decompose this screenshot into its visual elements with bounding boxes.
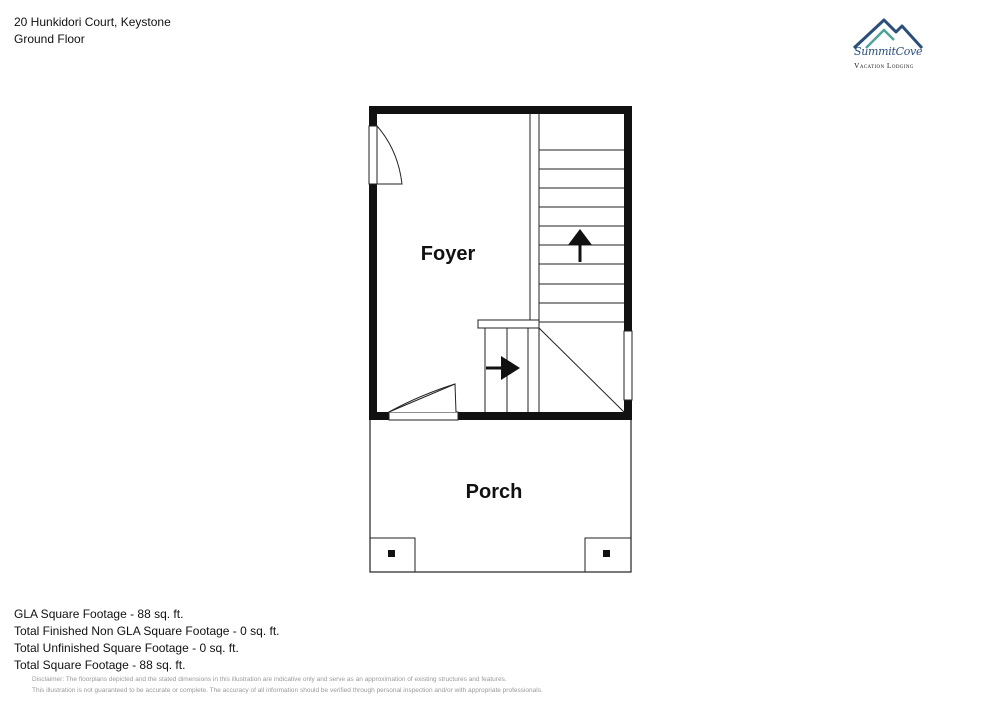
footage-summary [14,606,279,674]
foyer-walls [369,106,632,420]
floor-name: Ground Floor [14,32,85,46]
front-door-swing [389,384,456,412]
right-window [624,331,632,400]
logo-brand: SummitCove [854,45,923,58]
disclaimer-line-2: This illustration is not guaranteed to be accurate or complete. The accuracy of all information should be verified through personal inspection and/or with appropriate professionals. [32,687,543,694]
landing-arrow-icon [486,356,520,380]
disclaimer [32,674,543,696]
post-marker-right [603,550,610,557]
unfinished-footage: Total Unfinished Square Footage - 0 sq. ft. [14,641,239,655]
disclaimer-line-1: Disclaimer: The floorplans depicted and the stated dimensions in this illustration are indicative only and serve as an approximation of existing structures and features. [32,676,507,683]
side-door-swing [377,126,402,184]
room-label-porch: Porch [465,481,523,503]
logo-tagline: Vacation Lodging [854,61,914,70]
finished-non-gla-footage: Total Finished Non GLA Square Footage - 0 sq. ft. [14,624,280,638]
room-label-foyer: Foyer [420,243,476,265]
post-marker-left [388,550,395,557]
property-address: 20 Hunkidori Court, Keystone [14,15,171,29]
front-door-opening [389,412,458,420]
side-door-opening [369,126,377,184]
total-footage: Total Square Footage - 88 sq. ft. [14,658,186,672]
gla-footage: GLA Square Footage - 88 sq. ft. [14,607,184,621]
